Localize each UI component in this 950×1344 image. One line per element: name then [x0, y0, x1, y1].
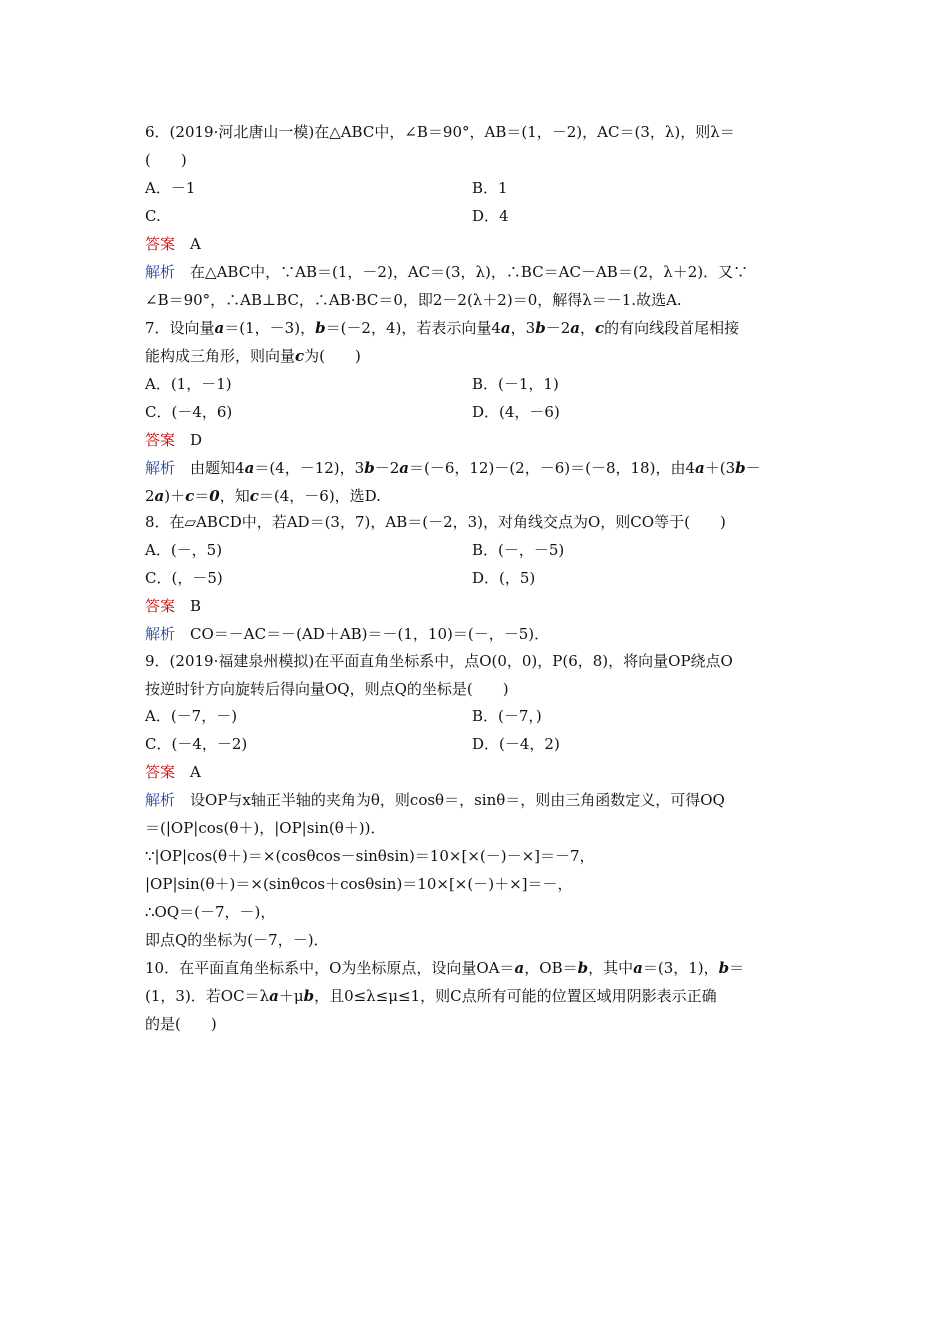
text: ，且0≤λ≤μ≤1，则C点所有可能的位置区域用阴影表示正确: [314, 987, 717, 1005]
q6-analysis-line1: [145, 262, 748, 282]
q9-stem-line1: 9．(2019·福建泉州模拟)在平面直角坐标系中，点O(0，0)，P(6，8)，将向量OP绕点O: [145, 652, 733, 670]
q9-analysis-line1: [145, 790, 725, 810]
text: ，OB＝: [524, 959, 578, 977]
answer-value: D: [190, 431, 203, 449]
text: ＋(3: [704, 459, 736, 477]
q7-answer-row: [145, 430, 202, 450]
q6-analysis-line2: ∠B＝90°，∴AB⊥BC，∴AB·BC＝0，即2－2(λ＋2)＝0，解得λ＝－1.故选A.: [145, 291, 682, 309]
analysis-label: 解析: [145, 459, 176, 477]
vector-a: a: [269, 987, 279, 1005]
vector-c: c: [295, 347, 305, 365]
text: ＝(4，－6)，选D.: [258, 487, 381, 505]
text: 10．在平面直角坐标系中，O为坐标原点，设向量OA＝: [145, 959, 515, 977]
q9-analysis-line2: ＝(|OP|cos(θ＋)，|OP|sin(θ＋))．: [145, 819, 386, 837]
q6-option-b: B．1: [472, 179, 508, 197]
q10-stem-line2: [145, 986, 717, 1006]
q6-option-a: A．－1: [145, 179, 196, 197]
analysis-label: 解析: [145, 791, 176, 809]
analysis-label: 解析: [145, 625, 176, 643]
q8-option-b: B．(－，－5): [472, 541, 565, 559]
text: ＝(－2，4)，若表示向量4: [325, 319, 501, 337]
text: －: [745, 459, 761, 477]
q9-option-b: B．(－7，): [472, 707, 542, 725]
q6-option-c: C.: [145, 207, 161, 225]
vector-a: a: [633, 959, 643, 977]
q9-analysis-line6: 即点Q的坐标为(－7，－)．: [145, 931, 329, 949]
vector-c: c: [595, 319, 605, 337]
q6-option-d: D．4: [472, 207, 509, 225]
vector-a: a: [570, 319, 580, 337]
text: )＋: [164, 487, 186, 505]
answer-label: 答案: [145, 763, 176, 781]
q6-stem-line2: ( ): [145, 151, 187, 169]
analysis-text: 设OP与x轴正半轴的夹角为θ，则cosθ＝，sinθ＝，则由三角函数定义，可得OQ: [190, 791, 725, 809]
zero-vector: 0: [209, 487, 220, 505]
q7-analysis-line1: [145, 458, 761, 478]
answer-value: A: [190, 763, 201, 781]
q7-option-b: B．(－1，1): [472, 375, 559, 393]
text: －2: [545, 319, 571, 337]
text: ，3: [510, 319, 536, 337]
analysis-text: 在△ABC中，∵AB＝(1，－2)，AC＝(3，λ)，∴BC＝AC－AB＝(2，λ＋2)．又∵: [190, 263, 749, 281]
vector-b: b: [315, 319, 326, 337]
vector-b: b: [303, 987, 315, 1005]
q7-analysis-line2: [145, 486, 381, 506]
text: 由题知4: [190, 459, 245, 477]
q8-option-a: A．(－，5): [145, 541, 223, 559]
q8-analysis: [145, 624, 549, 644]
q7-stem-line1: [145, 318, 739, 338]
vector-a: a: [695, 459, 705, 477]
answer-label: 答案: [145, 431, 176, 449]
vector-b: b: [577, 959, 589, 977]
q6-stem-line1: 6．(2019·河北唐山一模)在△ABC中，∠B＝90°，AB＝(1，－2)，AC＝(3，λ)，则λ＝: [145, 123, 735, 141]
text: ＝(－6，12)－(2，－6)＝(－8，18)，由4: [408, 459, 695, 477]
text: ＝: [729, 959, 745, 977]
answer-value: B: [190, 597, 202, 615]
q6-answer-row: [145, 234, 201, 254]
answer-label: 答案: [145, 235, 176, 253]
q10-stem-line3: 的是( ): [145, 1015, 217, 1033]
text: 为( ): [304, 347, 361, 365]
q9-option-a: A．(－7，－): [145, 707, 238, 725]
q9-option-d: D．(－4，2): [472, 735, 560, 753]
text: (1，3)．若OC＝λ: [145, 987, 270, 1005]
q10-stem-line1: [145, 958, 744, 978]
vector-a: a: [399, 459, 409, 477]
text: 7．设向量: [145, 319, 215, 337]
q8-stem: 8．在▱ABCD中，若AD＝(3，7)，AB＝(－2，3)，对角线交点为O，则CO等于( ): [145, 513, 726, 531]
vector-a: a: [514, 959, 525, 977]
q9-analysis-line5: ∴OQ＝(－7，－)，: [145, 903, 276, 921]
q7-option-a: A．(1，－1): [145, 375, 232, 393]
text: ，知: [219, 487, 250, 505]
vector-b: b: [718, 959, 730, 977]
vector-c: c: [249, 487, 259, 505]
text: ＝: [194, 487, 210, 505]
q9-analysis-line4: |OP|sin(θ＋)＝×(sinθcos＋cosθsin)＝10×[×(－)＋×]＝－，: [145, 875, 573, 893]
text: ＋μ: [278, 987, 304, 1005]
vector-b: b: [535, 319, 546, 337]
q8-option-d: D．(，5): [472, 569, 536, 587]
q7-option-d: D．(4，－6): [472, 403, 560, 421]
text: －2: [374, 459, 400, 477]
text: ＝(4，－12)，3: [254, 459, 365, 477]
vector-c: c: [185, 487, 195, 505]
vector-a: a: [500, 319, 511, 337]
text: 2: [145, 487, 155, 505]
text: ，: [579, 319, 595, 337]
text: 能构成三角形，则向量: [145, 347, 296, 365]
q7-stem-line2: [145, 346, 361, 366]
q9-analysis-line3: ∵|OP|cos(θ＋)＝×(cosθcos－sinθsin)＝10×[×(－)－×]＝－7，: [145, 847, 595, 865]
q9-answer-row: [145, 762, 201, 782]
q9-stem-line2: 按逆时针方向旋转后得向量OQ，则点Q的坐标是( ): [145, 680, 509, 698]
vector-b: b: [735, 459, 746, 477]
analysis-text: CO＝－AC＝－(AD＋AB)＝－(1，10)＝(－，－5)．: [190, 625, 550, 643]
answer-value: A: [190, 235, 201, 253]
text: 的有向线段首尾相接: [604, 319, 740, 337]
text: ＝(1，－3)，: [224, 319, 316, 337]
q8-answer-row: [145, 596, 201, 616]
text: ＝(3，1)，: [642, 959, 719, 977]
q8-option-c: C．(，－5): [145, 569, 223, 587]
vector-a: a: [214, 319, 225, 337]
vector-a: a: [244, 459, 255, 477]
q9-option-c: C．(－4，－2): [145, 735, 248, 753]
vector-b: b: [364, 459, 375, 477]
text: ，其中: [588, 959, 634, 977]
q7-option-c: C．(－4，6): [145, 403, 233, 421]
answer-label: 答案: [145, 597, 176, 615]
analysis-label: 解析: [145, 263, 176, 281]
vector-a: a: [154, 487, 165, 505]
